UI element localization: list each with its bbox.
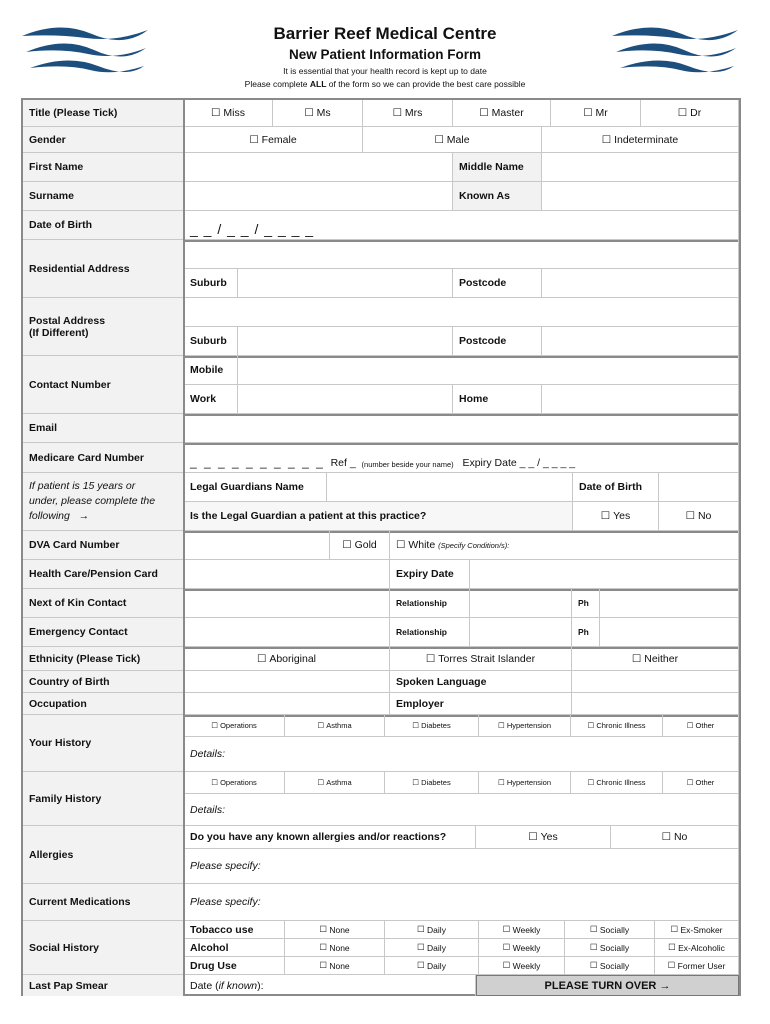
family-history-diabetes[interactable]: ☐ Diabetes — [385, 772, 479, 794]
tobacco-label: Tobacco use — [184, 921, 285, 939]
mobile-field[interactable] — [238, 356, 739, 385]
family-history-details[interactable]: Details: — [184, 794, 739, 826]
residential-postcode-field[interactable] — [542, 269, 739, 298]
home-field[interactable] — [542, 385, 739, 414]
title-option-mrs[interactable]: ☐ Mrs — [363, 100, 453, 127]
guardian-yes-option[interactable]: ☐ Yes — [573, 502, 659, 531]
clinic-name: Barrier Reef Medical Centre — [273, 24, 497, 43]
medicare-field[interactable]: _ _ _ _ _ _ _ _ _ _ Ref _ (number beside your name) Expiry Date _ _ / _ _ _ _ — [184, 443, 739, 473]
employer-label: Employer — [390, 693, 572, 715]
medicare-label: Medicare Card Number — [23, 443, 184, 473]
spoken-language-field[interactable] — [572, 671, 739, 693]
current-medications-label: Current Medications — [23, 884, 184, 921]
occupation-label: Occupation — [23, 693, 184, 715]
allergies-specify[interactable]: Please specify: — [184, 849, 739, 884]
drug-none[interactable]: ☐ None — [285, 957, 385, 975]
work-label: Work — [184, 385, 238, 414]
emergency-relationship-field[interactable] — [470, 618, 572, 647]
next-of-kin-field[interactable] — [184, 589, 390, 618]
title-option-ms[interactable]: ☐ Ms — [273, 100, 363, 127]
your-history-label: Your History — [23, 715, 184, 772]
your-history-details[interactable]: Details: — [184, 737, 739, 772]
current-medications-specify[interactable]: Please specify: — [184, 884, 739, 921]
allergies-label: Allergies — [23, 826, 184, 884]
next-of-kin-label: Next of Kin Contact — [23, 589, 184, 618]
health-card-expiry-field[interactable] — [470, 560, 739, 589]
postal-postcode-field[interactable] — [542, 327, 739, 356]
residential-address-label: Residential Address — [23, 240, 184, 298]
pap-smear-date[interactable]: Date ( if known ): — [184, 975, 476, 996]
residential-address-field[interactable] — [184, 240, 739, 269]
health-card-label: Health Care/Pension Card — [23, 560, 184, 589]
header-note-2: Please complete ALL of the form so we can provide the best care possible — [244, 79, 526, 89]
dva-number-field[interactable] — [184, 531, 330, 560]
surname-label: Surname — [23, 182, 184, 211]
allergies-question: Do you have any known allergies and/or reactions? — [184, 826, 476, 849]
your-history-diabetes[interactable]: ☐ Diabetes — [385, 715, 479, 737]
contact-number-label: Contact Number — [23, 356, 184, 414]
emergency-contact-field[interactable] — [184, 618, 390, 647]
residential-suburb-field[interactable] — [238, 269, 453, 298]
drug-socially[interactable]: ☐ Socially — [565, 957, 655, 975]
first-name-label: First Name — [23, 153, 184, 182]
tobacco-socially[interactable]: ☐ Socially — [565, 921, 655, 939]
gender-option-female[interactable]: ☐ Female — [184, 127, 363, 153]
pap-smear-label: Last Pap Smear — [23, 975, 184, 996]
guardian-name-field[interactable] — [327, 473, 573, 502]
gender-option-male[interactable]: ☐ Male — [363, 127, 542, 153]
surname-field[interactable] — [184, 182, 453, 211]
arrow-right-icon: → — [659, 979, 671, 992]
known-as-field[interactable] — [542, 182, 739, 211]
ethnicity-option-neither[interactable]: ☐ Neither — [572, 647, 739, 671]
email-label: Email — [23, 414, 184, 443]
family-history-hypertension[interactable]: ☐ Hypertension — [479, 772, 571, 794]
alcohol-socially[interactable]: ☐ Socially — [565, 939, 655, 957]
family-history-asthma[interactable]: ☐ Asthma — [285, 772, 385, 794]
alcohol-none[interactable]: ☐ None — [285, 939, 385, 957]
home-label: Home — [453, 385, 542, 414]
social-history-label: Social History — [23, 921, 184, 975]
kin-ph-label: Ph — [572, 589, 600, 618]
residential-postcode-label: Postcode — [453, 269, 542, 298]
known-as-label: Known As — [453, 182, 542, 211]
middle-name-label: Middle Name — [453, 153, 542, 182]
title-option-mr[interactable]: ☐ Mr — [551, 100, 641, 127]
gender-option-indeterminate[interactable]: ☐ Indeterminate — [542, 127, 739, 153]
drug-former-user[interactable]: ☐ Former User — [655, 957, 739, 975]
form-header — [0, 0, 770, 98]
title-label: Title (Please Tick) — [23, 100, 184, 127]
country-of-birth-label: Country of Birth — [23, 671, 184, 693]
allergies-yes-option[interactable]: ☐ Yes — [476, 826, 611, 849]
dob-label: Date of Birth — [23, 211, 184, 240]
your-history-other[interactable]: ☐ Other — [663, 715, 739, 737]
emergency-contact-label: Emergency Contact — [23, 618, 184, 647]
patient-form — [21, 98, 741, 996]
tobacco-daily[interactable]: ☐ Daily — [385, 921, 479, 939]
country-of-birth-field[interactable] — [184, 671, 390, 693]
postal-postcode-label: Postcode — [453, 327, 542, 356]
emergency-ph-label: Ph — [572, 618, 600, 647]
residential-suburb-label: Suburb — [184, 269, 238, 298]
guardian-dob-field[interactable] — [659, 473, 739, 502]
guardian-question: Is the Legal Guardian a patient at this practice? — [184, 502, 573, 531]
spoken-language-label: Spoken Language — [390, 671, 572, 693]
header-note-1: It is essential that your health record is kept up to date — [283, 66, 487, 76]
work-field[interactable] — [238, 385, 453, 414]
guardian-no-option[interactable]: ☐ No — [659, 502, 739, 531]
postal-suburb-label: Suburb — [184, 327, 238, 356]
ethnicity-option-aboriginal[interactable]: ☐ Aboriginal — [184, 647, 390, 671]
guardian-note: If patient is 15 years or under, please complete the following → — [23, 473, 184, 531]
title-option-miss[interactable]: ☐ Miss — [184, 100, 273, 127]
alcohol-ex-alcoholic[interactable]: ☐ Ex-Alcoholic — [655, 939, 739, 957]
middle-name-field[interactable] — [542, 153, 739, 182]
your-history-asthma[interactable]: ☐ Asthma — [285, 715, 385, 737]
please-turn-over-button[interactable]: PLEASE TURN OVER → — [476, 975, 739, 996]
first-name-field[interactable] — [184, 153, 453, 182]
alcohol-daily[interactable]: ☐ Daily — [385, 939, 479, 957]
title-option-master[interactable]: ☐ Master — [453, 100, 551, 127]
dva-white-option[interactable]: ☐ White (Specify Condition/s): — [390, 531, 739, 560]
your-history-chronic-illness[interactable]: ☐ Chronic Illness — [571, 715, 663, 737]
kin-relationship-label: Relationship — [390, 589, 470, 618]
drug-daily[interactable]: ☐ Daily — [385, 957, 479, 975]
dob-field[interactable]: _ _ / _ _ / _ _ _ _ — [184, 211, 739, 240]
occupation-field[interactable] — [184, 693, 390, 715]
form-title: New Patient Information Form — [288, 47, 481, 62]
drug-weekly[interactable]: ☐ Weekly — [479, 957, 565, 975]
drug-use-label: Drug Use — [184, 957, 285, 975]
health-card-expiry-label: Expiry Date — [390, 560, 470, 589]
employer-field[interactable] — [572, 693, 739, 715]
arrow-right-icon: → — [78, 510, 90, 522]
your-history-operations[interactable]: ☐ Operations — [184, 715, 285, 737]
postal-address-label: Postal Address (If Different) — [23, 298, 184, 356]
mobile-label: Mobile — [184, 356, 238, 385]
guardian-dob-label: Date of Birth — [573, 473, 659, 502]
tobacco-ex-smoker[interactable]: ☐ Ex-Smoker — [655, 921, 739, 939]
family-history-other[interactable]: ☐ Other — [663, 772, 739, 794]
guardian-name-label: Legal Guardians Name — [184, 473, 327, 502]
ethnicity-option-torres-strait[interactable]: ☐ Torres Strait Islander — [390, 647, 572, 671]
family-history-chronic-illness[interactable]: ☐ Chronic Illness — [571, 772, 663, 794]
dva-gold-option[interactable]: ☐ Gold — [330, 531, 390, 560]
tobacco-weekly[interactable]: ☐ Weekly — [479, 921, 565, 939]
title-option-dr[interactable]: ☐ Dr — [641, 100, 739, 127]
family-history-operations[interactable]: ☐ Operations — [184, 772, 285, 794]
postal-address-field[interactable] — [184, 298, 739, 327]
emergency-relationship-label: Relationship — [390, 618, 470, 647]
ethnicity-label: Ethnicity (Please Tick) — [23, 647, 184, 671]
alcohol-weekly[interactable]: ☐ Weekly — [479, 939, 565, 957]
kin-ph-field[interactable] — [600, 589, 739, 618]
gender-label: Gender — [23, 127, 184, 153]
alcohol-label: Alcohol — [184, 939, 285, 957]
kin-relationship-field[interactable] — [470, 589, 572, 618]
allergies-no-option[interactable]: ☐ No — [611, 826, 739, 849]
postal-suburb-field[interactable] — [238, 327, 453, 356]
emergency-ph-field[interactable] — [600, 618, 739, 647]
your-history-hypertension[interactable]: ☐ Hypertension — [479, 715, 571, 737]
dva-label: DVA Card Number — [23, 531, 184, 560]
email-field[interactable] — [184, 414, 739, 443]
health-card-field[interactable] — [184, 560, 390, 589]
tobacco-none[interactable]: ☐ None — [285, 921, 385, 939]
family-history-label: Family History — [23, 772, 184, 826]
